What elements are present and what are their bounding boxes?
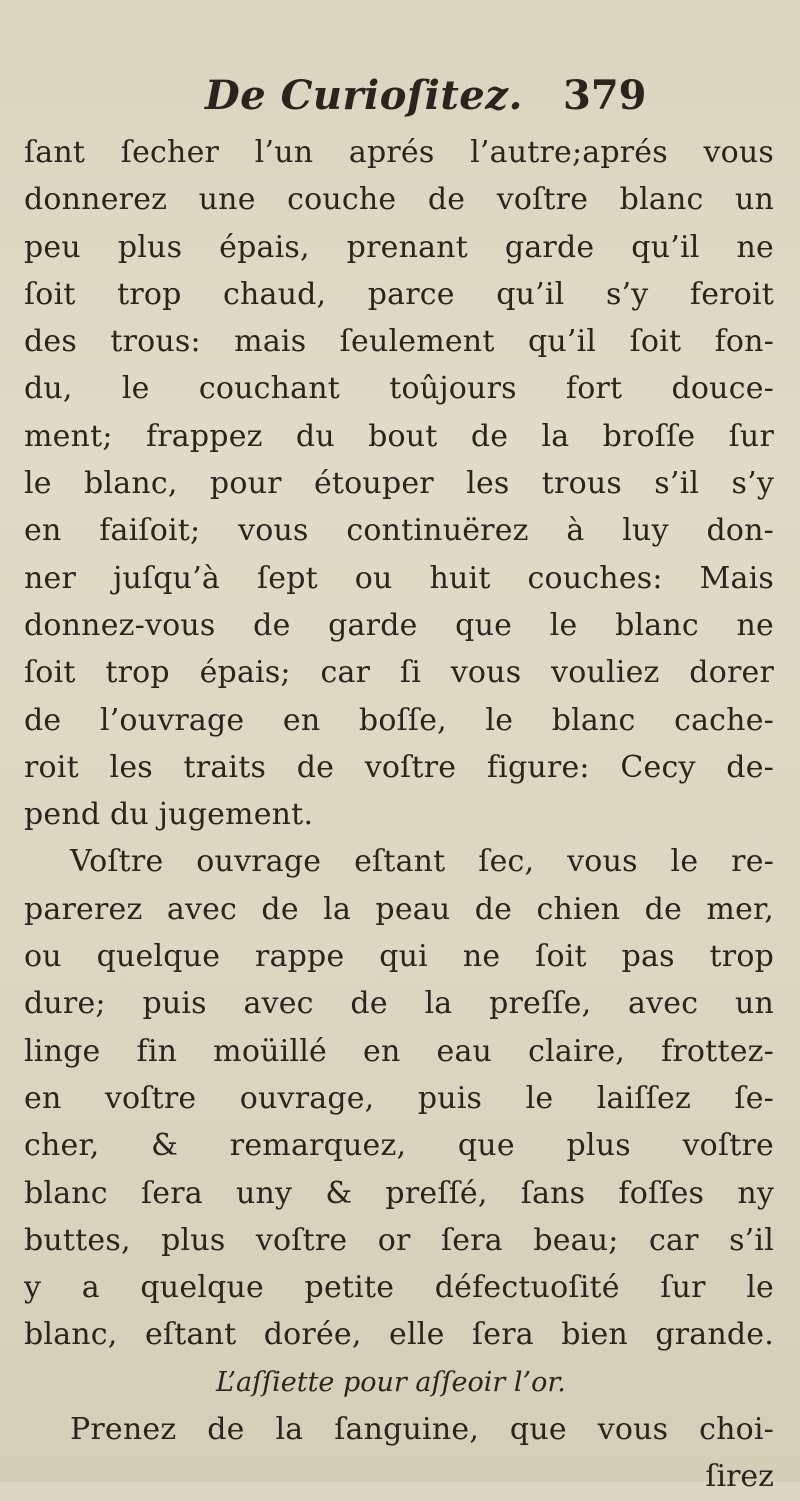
text-line: en faiſoit; vous continuërez à luy don- — [24, 513, 774, 549]
paragraph-start-line: Voſtre ouvrage eſtant ſec, vous le re- — [70, 844, 774, 880]
text-line: ſoit trop épais; car ſi vous vouliez dorer — [24, 655, 774, 691]
catchword: ſirez — [705, 1459, 774, 1495]
text-line: ment; frappez du bout de la broſſe ſur — [24, 418, 774, 454]
text-line: ſant ſecher l’un aprés l’autre;aprés vous — [24, 135, 774, 170]
text-line: en voſtre ouvrage, puis le laiſſez ſe- — [24, 1080, 774, 1116]
section-heading: L’aſſiette pour aſſeoir l’or. — [216, 1366, 566, 1398]
text-line: ſoit trop chaud, parce qu’il s’y feroit — [24, 276, 774, 312]
text-line: des trous: mais ſeulement qu’il ſoit fon- — [24, 324, 774, 360]
text-line: de l’ouvrage en boſſe, le blanc cache- — [24, 702, 774, 738]
text-line: blanc ſera uny & preſſé, ſans foſſes ny — [24, 1175, 774, 1211]
body-text — [24, 129, 774, 1501]
text-line: cher, & remarquez, que plus voſtre — [24, 1128, 774, 1164]
text-line: blanc, eſtant dorée, elle ſera bien grande. — [24, 1317, 774, 1353]
text-line: parerez avec de la peau de chien de mer, — [24, 891, 774, 927]
page-header — [0, 66, 800, 136]
text-line: pend du jugement. — [24, 797, 314, 833]
text-line: donnez-vous de garde que le blanc ne — [24, 607, 774, 643]
text-line: ner juſqu’à ſept ou huit couches: Mais — [24, 560, 774, 596]
text-line: du, le couchant toûjours fort douce- — [24, 371, 774, 407]
running-title: De Curioſitez. — [205, 72, 523, 119]
text-line: linge fin moüillé en eau claire, frottez- — [24, 1033, 774, 1069]
text-line: buttes, plus voſtre or ſera beau; car s’il — [24, 1222, 774, 1258]
text-line: ou quelque rappe qui ne ſoit pas trop — [24, 939, 774, 975]
text-line: y a quelque petite défectuoſité ſur le — [24, 1270, 774, 1306]
text-line: peu plus épais, prenant garde qu’il ne — [24, 229, 774, 265]
text-line: dure; puis avec de la preſſe, avec un — [24, 986, 774, 1022]
text-line: le blanc, pour étouper les trous s’il s’y — [24, 466, 774, 502]
paragraph-start-line: Prenez de la ſanguine, que vous choi- — [70, 1412, 774, 1448]
text-line: roit les traits de voſtre figure: Cecy de- — [24, 749, 774, 785]
text-line: donnerez une couche de voſtre blanc un — [24, 182, 774, 218]
page-number: 379 — [563, 72, 647, 119]
